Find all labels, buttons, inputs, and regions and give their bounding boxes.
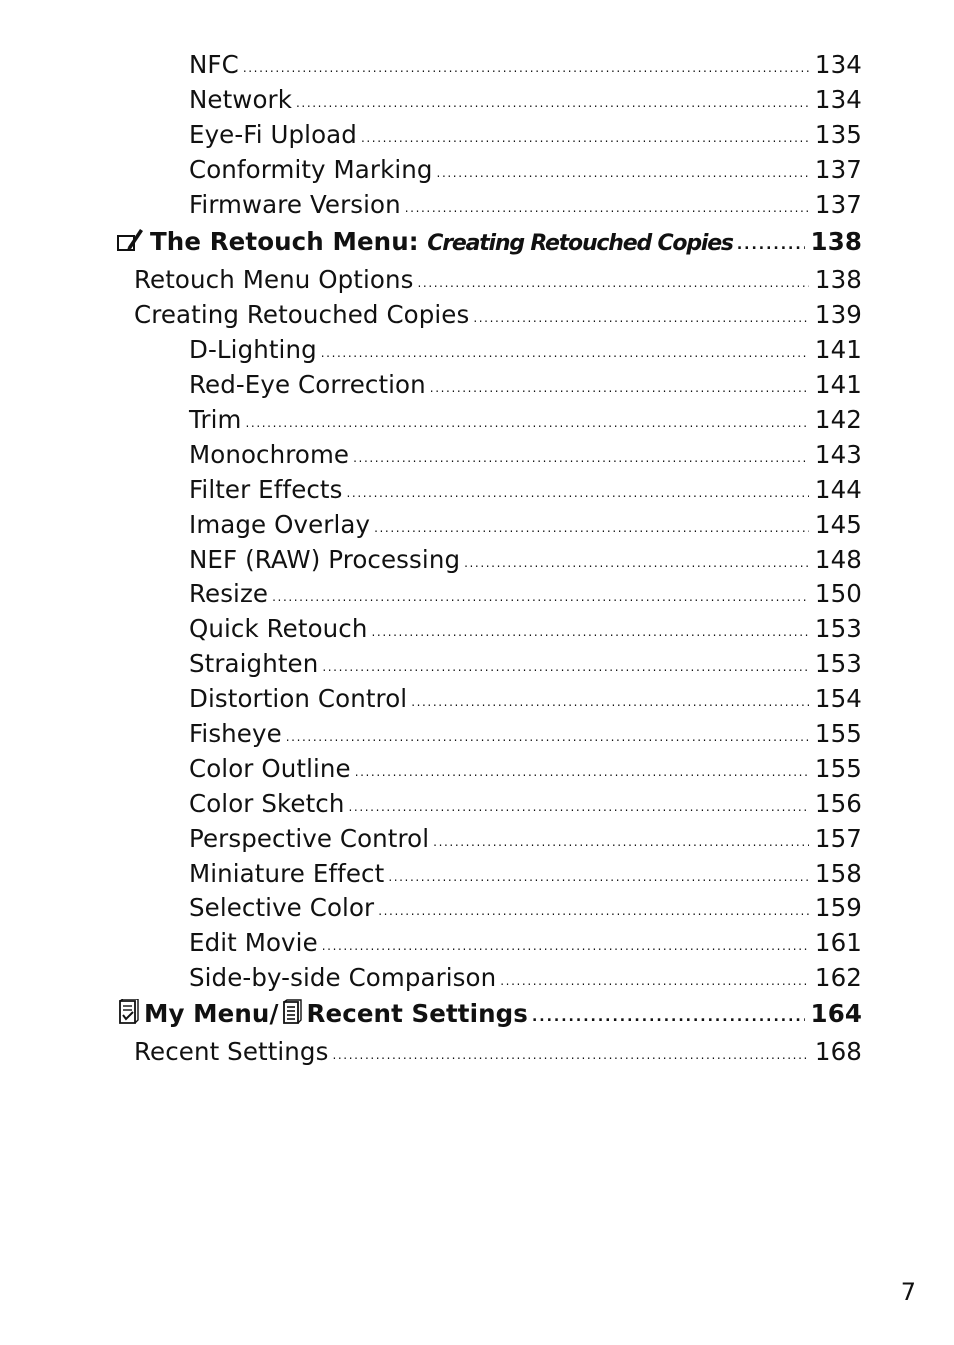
toc-page-number: 139 [814, 300, 862, 330]
toc-page-number: 159 [814, 893, 862, 923]
toc-page-number: 156 [814, 788, 862, 818]
dot-leader [388, 870, 809, 884]
toc-page-number: 144 [814, 474, 862, 504]
toc-page-number: 150 [814, 579, 862, 609]
toc-entry-label: Distortion Control [189, 684, 408, 714]
toc-page-number: 168 [814, 1037, 862, 1067]
dot-leader [378, 904, 809, 918]
toc-entry-label: Recent Settings [134, 1037, 329, 1067]
dot-leader [411, 695, 809, 709]
toc-entry[interactable] [0, 402, 954, 437]
dot-leader [361, 131, 809, 145]
toc-entry-label: Red-Eye Correction [189, 370, 426, 400]
toc-entry-label: Eye-Fi Upload [189, 119, 357, 149]
toc-entry[interactable] [0, 297, 954, 332]
dot-leader [433, 835, 809, 849]
toc-entry-label: Selective Color [189, 893, 375, 923]
recent-settings-icon [281, 999, 303, 1031]
section-title: My Menu/ [144, 998, 279, 1028]
toc-entry[interactable] [0, 507, 954, 542]
dot-leader [737, 237, 805, 253]
dot-leader [322, 939, 809, 953]
dot-leader [347, 486, 809, 500]
dot-leader [437, 166, 809, 180]
toc-entry[interactable] [0, 367, 954, 402]
toc-entry[interactable] [0, 576, 954, 611]
section-title: The Retouch Menu: [150, 226, 428, 256]
toc-entry[interactable] [0, 716, 954, 751]
my-menu-icon [116, 999, 140, 1031]
toc-entry[interactable] [0, 47, 954, 82]
dot-leader [296, 96, 809, 110]
toc-entry-label: Quick Retouch [189, 614, 368, 644]
toc-section-retouch-menu[interactable] [0, 223, 954, 262]
dot-leader [332, 1048, 808, 1062]
toc-entry[interactable] [0, 437, 954, 472]
retouch-menu-icon [116, 227, 144, 259]
toc-entry-label: Edit Movie [189, 928, 318, 958]
toc-page-number: 137 [814, 189, 862, 219]
dot-leader [353, 451, 809, 465]
toc-entry-label: NEF (RAW) Processing [189, 544, 461, 574]
toc-page-number: 148 [814, 544, 862, 574]
dot-leader [405, 201, 809, 215]
toc-page-number: 141 [814, 335, 862, 365]
toc-page-number: 164 [810, 998, 862, 1028]
toc-page-number: 153 [814, 614, 862, 644]
toc-entry-label: Resize [189, 579, 269, 609]
toc-page-number: 143 [814, 439, 862, 469]
toc-entry[interactable] [0, 1034, 954, 1069]
section-title-secondary: Recent Settings [306, 998, 528, 1028]
dot-leader [464, 556, 809, 570]
toc-page-number: 134 [814, 84, 862, 114]
dot-leader [355, 765, 809, 779]
toc-page-number: 153 [814, 649, 862, 679]
toc-entry-label: Image Overlay [189, 509, 371, 539]
toc-entry[interactable] [0, 960, 954, 995]
toc-entry[interactable] [0, 332, 954, 367]
toc-entry[interactable] [0, 187, 954, 222]
toc-entry-label: Perspective Control [189, 823, 430, 853]
toc-page-number: 155 [814, 718, 862, 748]
toc-entry-label: NFC [189, 49, 239, 79]
toc-entry-label: Miniature Effect [189, 858, 385, 888]
toc-entry[interactable] [0, 152, 954, 187]
toc-entry[interactable] [0, 117, 954, 152]
toc-page-number: 154 [814, 684, 862, 714]
toc-page-number: 161 [814, 928, 862, 958]
toc-entry[interactable] [0, 890, 954, 925]
toc-page-number: 145 [814, 509, 862, 539]
toc-entry[interactable] [0, 262, 954, 297]
page-number: 7 [900, 1278, 916, 1306]
toc-entry-label: Network [189, 84, 292, 114]
toc-page-number: 142 [814, 404, 862, 434]
toc-page-number: 141 [814, 370, 862, 400]
toc-page-number: 135 [814, 119, 862, 149]
toc-page-number: 134 [814, 49, 862, 79]
toc-entry[interactable] [0, 646, 954, 681]
toc-page-number: 157 [814, 823, 862, 853]
toc-section-label [116, 227, 733, 259]
dot-leader [243, 61, 809, 75]
toc-entry-label: Retouch Menu Options [134, 265, 414, 295]
toc-entry-label: Color Sketch [189, 788, 345, 818]
dot-leader [532, 1009, 805, 1025]
dot-leader [322, 660, 809, 674]
dot-leader [430, 381, 809, 395]
toc-entry[interactable] [0, 82, 954, 117]
dot-leader [473, 311, 809, 325]
dot-leader [374, 521, 809, 535]
section-subtitle: Creating Retouched Copies [427, 230, 733, 256]
toc-page-number: 137 [814, 154, 862, 184]
toc-entry[interactable] [0, 786, 954, 821]
dot-leader [500, 974, 809, 988]
dot-leader [321, 346, 809, 360]
toc-entry[interactable] [0, 821, 954, 856]
toc-section-label [116, 999, 528, 1031]
toc-entry[interactable] [0, 472, 954, 507]
dot-leader [286, 730, 809, 744]
toc-entry[interactable] [0, 856, 954, 891]
toc-entry-label: Monochrome [189, 439, 350, 469]
toc-entry-label: Creating Retouched Copies [134, 300, 470, 330]
table-of-contents [0, 47, 954, 1069]
dot-leader [272, 590, 809, 604]
toc-entry[interactable] [0, 925, 954, 960]
toc-page-number: 155 [814, 753, 862, 783]
toc-entry[interactable] [0, 611, 954, 646]
dot-leader [371, 625, 808, 639]
toc-page-number: 138 [814, 265, 862, 295]
toc-entry-label: Color Outline [189, 753, 351, 783]
toc-entry-label: Firmware Version [189, 189, 401, 219]
toc-section-my-menu[interactable] [0, 995, 954, 1034]
dot-leader [349, 800, 809, 814]
toc-entry-label: Trim [189, 404, 242, 434]
toc-entry-label: D-Lighting [189, 335, 317, 365]
toc-entry-label: Fisheye [189, 718, 282, 748]
toc-entry[interactable] [0, 681, 954, 716]
dot-leader [246, 416, 809, 430]
toc-entry[interactable] [0, 751, 954, 786]
toc-entry-label: Conformity Marking [189, 154, 433, 184]
toc-page-number: 158 [814, 858, 862, 888]
toc-page-number: 162 [814, 963, 862, 993]
toc-entry-label: Straighten [189, 649, 319, 679]
toc-entry-label: Filter Effects [189, 474, 343, 504]
toc-entry-label: Side-by-side Comparison [189, 963, 497, 993]
toc-entry[interactable] [0, 542, 954, 577]
dot-leader [418, 276, 809, 290]
toc-page-number: 138 [810, 226, 862, 256]
